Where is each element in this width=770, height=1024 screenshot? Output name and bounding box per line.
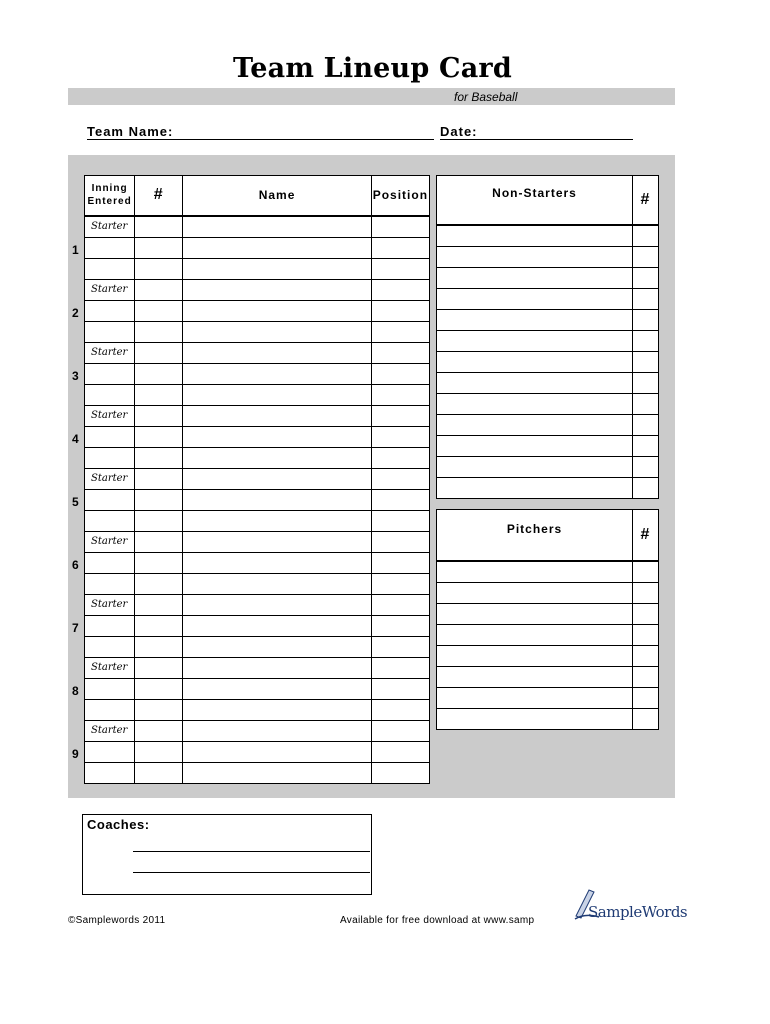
lineup-row [85, 384, 430, 405]
name-cell[interactable] [183, 720, 372, 741]
subtitle-bar [68, 88, 675, 105]
pitcher-number-cell[interactable] [633, 561, 659, 583]
starter-label: Starter [85, 216, 135, 238]
pitcher-name-cell[interactable] [437, 646, 633, 667]
name-cell[interactable] [183, 636, 372, 657]
number-cell[interactable] [135, 657, 183, 678]
inning-cell[interactable] [85, 300, 135, 321]
non-starter-number-cell[interactable] [633, 457, 659, 478]
pitcher-number-cell[interactable] [633, 688, 659, 709]
position-cell[interactable] [371, 384, 429, 405]
lineup-row [85, 237, 430, 258]
batting-slot-number: 1 [72, 243, 79, 257]
inning-cell[interactable] [85, 615, 135, 636]
non-starter-row [437, 310, 659, 331]
non-starter-number-cell[interactable] [633, 310, 659, 331]
batting-slot-number: 8 [72, 684, 79, 698]
lineup-row [85, 594, 430, 615]
number-cell[interactable] [135, 594, 183, 615]
non-starter-row [437, 268, 659, 289]
pitcher-name-cell[interactable] [437, 625, 633, 646]
position-cell[interactable] [371, 342, 429, 363]
non-starter-name-cell[interactable] [437, 247, 633, 268]
lineup-row [85, 342, 430, 363]
lineup-row [85, 405, 430, 426]
name-cell[interactable] [183, 468, 372, 489]
non-starter-number-cell[interactable] [633, 331, 659, 352]
number-cell[interactable] [135, 447, 183, 468]
number-cell[interactable] [135, 363, 183, 384]
inning-cell[interactable] [85, 447, 135, 468]
position-cell[interactable] [371, 699, 429, 720]
lineup-row [85, 510, 430, 531]
starter-label: Starter [85, 468, 135, 489]
non-starter-number-cell[interactable] [633, 247, 659, 268]
lineup-row [85, 426, 430, 447]
pitchers-number-header: # [633, 510, 659, 562]
pitcher-number-cell[interactable] [633, 625, 659, 646]
name-cell[interactable] [183, 363, 372, 384]
number-cell[interactable] [135, 489, 183, 510]
non-starter-name-cell[interactable] [437, 331, 633, 352]
name-cell[interactable] [183, 216, 372, 238]
position-cell[interactable] [371, 468, 429, 489]
non-starter-name-cell[interactable] [437, 415, 633, 436]
date-field[interactable] [440, 139, 633, 140]
name-cell[interactable] [183, 615, 372, 636]
pitcher-row [437, 604, 659, 625]
non-starter-name-cell[interactable] [437, 478, 633, 499]
lineup-row [85, 720, 430, 741]
pitcher-name-cell[interactable] [437, 583, 633, 604]
lineup-row [85, 363, 430, 384]
name-cell[interactable] [183, 552, 372, 573]
position-cell[interactable] [371, 594, 429, 615]
non-starter-row [437, 457, 659, 478]
position-cell[interactable] [371, 762, 429, 783]
lineup-row [85, 447, 430, 468]
number-cell[interactable] [135, 426, 183, 447]
number-cell[interactable] [135, 741, 183, 762]
inning-cell[interactable] [85, 699, 135, 720]
download-note: Available for free download at www.samp [340, 915, 535, 926]
number-cell[interactable] [135, 468, 183, 489]
position-cell[interactable] [371, 237, 429, 258]
non-starter-row [437, 247, 659, 268]
name-cell[interactable] [183, 342, 372, 363]
number-cell[interactable] [135, 300, 183, 321]
inning-cell[interactable] [85, 426, 135, 447]
non-starter-name-cell[interactable] [437, 373, 633, 394]
inning-cell[interactable] [85, 237, 135, 258]
name-cell[interactable] [183, 741, 372, 762]
lineup-row [85, 657, 430, 678]
non-starter-row [437, 331, 659, 352]
position-cell[interactable] [371, 531, 429, 552]
starter-label: Starter [85, 342, 135, 363]
number-cell[interactable] [135, 573, 183, 594]
position-cell[interactable] [371, 405, 429, 426]
non-starter-number-cell[interactable] [633, 478, 659, 499]
number-cell[interactable] [135, 321, 183, 342]
non-starter-row [437, 415, 659, 436]
pitcher-name-cell[interactable] [437, 561, 633, 583]
batting-slot-number: 9 [72, 747, 79, 761]
non-starter-number-cell[interactable] [633, 436, 659, 457]
pitcher-row [437, 688, 659, 709]
position-cell[interactable] [371, 615, 429, 636]
coaches-label: Coaches: [87, 817, 150, 832]
number-cell[interactable] [135, 699, 183, 720]
pitcher-row [437, 646, 659, 667]
number-cell[interactable] [135, 237, 183, 258]
lineup-row [85, 489, 430, 510]
position-cell[interactable] [371, 573, 429, 594]
lineup-row [85, 300, 430, 321]
position-cell[interactable] [371, 552, 429, 573]
non-starter-row [437, 225, 659, 247]
name-cell[interactable] [183, 657, 372, 678]
name-cell[interactable] [183, 447, 372, 468]
non-starter-number-cell[interactable] [633, 394, 659, 415]
name-cell[interactable] [183, 762, 372, 783]
non-starters-header: Non-Starters [437, 176, 633, 226]
name-cell[interactable] [183, 699, 372, 720]
pitcher-name-cell[interactable] [437, 688, 633, 709]
pitcher-number-cell[interactable] [633, 646, 659, 667]
batting-slot-number: 5 [72, 495, 79, 509]
number-cell[interactable] [135, 615, 183, 636]
name-cell[interactable] [183, 573, 372, 594]
non-starter-name-cell[interactable] [437, 289, 633, 310]
lineup-row [85, 741, 430, 762]
pitcher-row [437, 583, 659, 604]
inning-cell[interactable] [85, 321, 135, 342]
lineup-row [85, 279, 430, 300]
name-cell[interactable] [183, 384, 372, 405]
non-starter-row [437, 394, 659, 415]
non-starter-number-cell[interactable] [633, 352, 659, 373]
team-name-field[interactable] [87, 139, 434, 140]
date-label: Date: [440, 124, 478, 139]
name-cell[interactable] [183, 405, 372, 426]
position-cell[interactable] [371, 678, 429, 699]
lineup-table [84, 175, 430, 784]
inning-cell[interactable] [85, 510, 135, 531]
pitchers-header: Pitchers [437, 510, 633, 562]
position-cell[interactable] [371, 447, 429, 468]
number-cell[interactable] [135, 510, 183, 531]
non-starter-row [437, 352, 659, 373]
lineup-row [85, 531, 430, 552]
starter-label: Starter [85, 720, 135, 741]
non-starter-name-cell[interactable] [437, 225, 633, 247]
pitcher-name-cell[interactable] [437, 604, 633, 625]
number-cell[interactable] [135, 552, 183, 573]
position-cell[interactable] [371, 657, 429, 678]
position-header: Position [371, 176, 429, 216]
number-cell[interactable] [135, 531, 183, 552]
name-cell[interactable] [183, 489, 372, 510]
name-cell[interactable] [183, 279, 372, 300]
pitcher-row [437, 625, 659, 646]
position-cell[interactable] [371, 258, 429, 279]
inning-cell[interactable] [85, 636, 135, 657]
lineup-row [85, 573, 430, 594]
non-starter-number-cell[interactable] [633, 289, 659, 310]
non-starter-name-cell[interactable] [437, 457, 633, 478]
lineup-row [85, 762, 430, 783]
starter-label: Starter [85, 405, 135, 426]
number-cell[interactable] [135, 258, 183, 279]
non-starter-name-cell[interactable] [437, 268, 633, 289]
starter-label: Starter [85, 594, 135, 615]
number-header: # [135, 176, 183, 216]
number-cell[interactable] [135, 216, 183, 238]
pitchers-table [436, 509, 659, 730]
number-cell[interactable] [135, 678, 183, 699]
lineup-row [85, 636, 430, 657]
inning-cell[interactable] [85, 552, 135, 573]
batting-slot-number: 3 [72, 369, 79, 383]
non-starter-number-cell[interactable] [633, 415, 659, 436]
non-starter-row [437, 289, 659, 310]
number-cell[interactable] [135, 720, 183, 741]
lineup-row [85, 678, 430, 699]
batting-slot-number: 2 [72, 306, 79, 320]
pitcher-number-cell[interactable] [633, 604, 659, 625]
coach-line-2[interactable] [133, 872, 370, 873]
inning-cell[interactable] [85, 573, 135, 594]
position-cell[interactable] [371, 741, 429, 762]
number-cell[interactable] [135, 405, 183, 426]
starter-label: Starter [85, 531, 135, 552]
lineup-row [85, 615, 430, 636]
pitcher-row [437, 709, 659, 730]
name-cell[interactable] [183, 321, 372, 342]
subtitle: for Baseball [454, 90, 518, 104]
lineup-row [85, 321, 430, 342]
starter-label: Starter [85, 279, 135, 300]
number-cell[interactable] [135, 762, 183, 783]
page-title: Team Lineup Card [233, 53, 512, 84]
position-cell[interactable] [371, 636, 429, 657]
position-cell[interactable] [371, 720, 429, 741]
position-cell[interactable] [371, 363, 429, 384]
batting-slot-number: 4 [72, 432, 79, 446]
starter-label: Starter [85, 657, 135, 678]
non-starter-row [437, 373, 659, 394]
pitcher-row [437, 667, 659, 688]
position-cell[interactable] [371, 510, 429, 531]
number-cell[interactable] [135, 384, 183, 405]
inning-cell[interactable] [85, 762, 135, 783]
pitcher-number-cell[interactable] [633, 709, 659, 730]
position-cell[interactable] [371, 489, 429, 510]
inning-entered-header: Inning Entered [85, 176, 135, 216]
position-cell[interactable] [371, 300, 429, 321]
non-starters-number-header: # [633, 176, 659, 226]
non-starter-row [437, 436, 659, 457]
non-starters-table [436, 175, 659, 499]
name-cell[interactable] [183, 678, 372, 699]
position-cell[interactable] [371, 321, 429, 342]
number-cell[interactable] [135, 279, 183, 300]
non-starter-name-cell[interactable] [437, 352, 633, 373]
name-cell[interactable] [183, 258, 372, 279]
position-cell[interactable] [371, 426, 429, 447]
non-starter-name-cell[interactable] [437, 310, 633, 331]
position-cell[interactable] [371, 279, 429, 300]
copyright: ©Samplewords 2011 [68, 915, 166, 926]
non-starter-name-cell[interactable] [437, 436, 633, 457]
number-cell[interactable] [135, 636, 183, 657]
pitcher-row [437, 561, 659, 583]
name-header: Name [183, 176, 372, 216]
inning-cell[interactable] [85, 489, 135, 510]
non-starter-number-cell[interactable] [633, 225, 659, 247]
batting-slot-number: 7 [72, 621, 79, 635]
team-name-label: Team Name: [87, 124, 174, 139]
non-starter-name-cell[interactable] [437, 394, 633, 415]
name-cell[interactable] [183, 510, 372, 531]
inning-cell[interactable] [85, 741, 135, 762]
inning-cell[interactable] [85, 363, 135, 384]
non-starter-number-cell[interactable] [633, 373, 659, 394]
name-cell[interactable] [183, 594, 372, 615]
non-starter-number-cell[interactable] [633, 268, 659, 289]
name-cell[interactable] [183, 426, 372, 447]
name-cell[interactable] [183, 531, 372, 552]
coach-line-1[interactable] [133, 851, 370, 852]
number-cell[interactable] [135, 342, 183, 363]
non-starter-row [437, 478, 659, 499]
inning-cell[interactable] [85, 678, 135, 699]
samplewords-logo-text: SampleWords [588, 903, 688, 921]
name-cell[interactable] [183, 300, 372, 321]
pitcher-number-cell[interactable] [633, 583, 659, 604]
position-cell[interactable] [371, 216, 429, 238]
lineup-row [85, 468, 430, 489]
inning-cell[interactable] [85, 384, 135, 405]
batting-slot-number: 6 [72, 558, 79, 572]
pitcher-name-cell[interactable] [437, 667, 633, 688]
inning-cell[interactable] [85, 258, 135, 279]
lineup-row [85, 216, 430, 238]
lineup-row [85, 699, 430, 720]
lineup-row [85, 258, 430, 279]
pitcher-number-cell[interactable] [633, 667, 659, 688]
name-cell[interactable] [183, 237, 372, 258]
pitcher-name-cell[interactable] [437, 709, 633, 730]
lineup-row [85, 552, 430, 573]
